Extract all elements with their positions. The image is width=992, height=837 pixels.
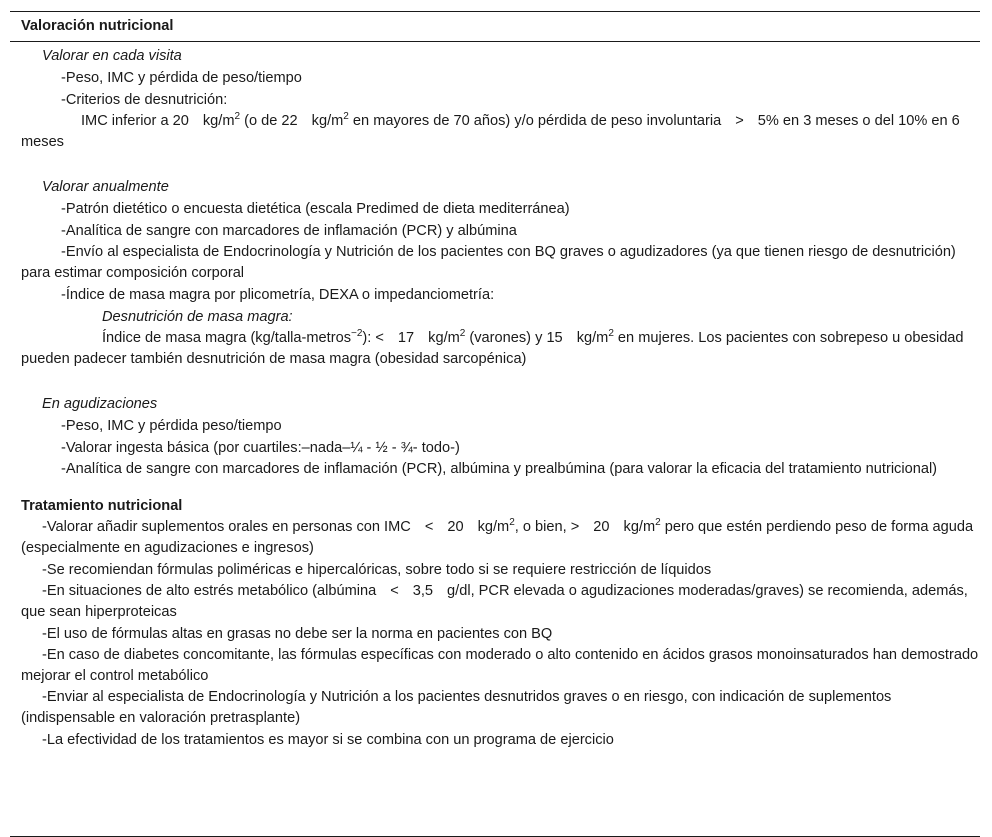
list-item: -El uso de fórmulas altas en grasas no debe ser la norma en pacientes con BQ xyxy=(42,626,553,642)
list-item: -Enviar al especialista de Endocrinología y Nutrición a los pacientes desnutridos graves o en riesgo, con indicación de suplementos (indispensable en valoración pretrasplante) xyxy=(21,689,892,726)
section-heading-anual: Valorar anualmente xyxy=(42,179,169,195)
table-header xyxy=(10,11,980,42)
list-item: -Criterios de desnutrición: xyxy=(61,92,228,108)
sub-heading: Desnutrición de masa magra: xyxy=(102,309,293,325)
section-heading-trat: Tratamiento nutricional xyxy=(21,498,183,514)
list-item: -Peso, IMC y pérdida peso/tiempo xyxy=(61,418,282,434)
list-item: -En caso de diabetes concomitante, las fórmulas específicas con moderado o alto contenido en ácidos grasos monoinsaturados han demostrado mejorar el control metabólico xyxy=(21,647,979,684)
table-body xyxy=(10,42,980,837)
section-heading-visita: Valorar en cada visita xyxy=(42,48,182,64)
list-item: -Valorar ingesta básica (por cuartiles:–nada–¼ - ½ - ¾- todo-) xyxy=(61,440,460,456)
list-item: -Valorar añadir suplementos orales en personas con IMC < 20 $kg/m^2$, o bien, > 20 $kg/m^2$ pero que estén perdiendo peso de forma aguda (especialmente en agudizaciones e ingresos) xyxy=(21,517,974,556)
list-item: -Analítica de sangre con marcadores de inflamación (PCR), albúmina y prealbúmina (para valorar la eficacia del tratamiento nutricional) xyxy=(61,461,938,477)
lean-mass-index-text: Índice de masa magra (kg/talla-metros$^{-2}$): < 17 $kg/m^2$ (varones) y 15 $kg/m^2$ en mujeres. Los pacientes con sobrepeso u obesidad pueden padecer también desnutrición de masa magra (obesidad sarcopénica) xyxy=(21,328,964,367)
criteria-text: IMC inferior a 20 $kg/m^2$ (o de 22 $kg/m^2$ en mayores de 70 años) y/o pérdida de peso involuntaria > 5% en 3 meses o del 10% en 6 meses xyxy=(21,111,960,150)
list-item: -La efectividad de los tratamientos es mayor si se combina con un programa de ejercicio xyxy=(42,732,614,748)
nutrition-table xyxy=(10,11,980,837)
section-heading-agud: En agudizaciones xyxy=(42,396,158,412)
header-title: Valoración nutricional xyxy=(21,18,174,34)
list-item: -En situaciones de alto estrés metabólico (albúmina < 3,5 g/dl, PCR elevada o agudizaciones moderadas/graves) se recomienda, además, que sean hiperproteicas xyxy=(21,583,968,620)
list-item: -Índice de masa magra por plicometría, DEXA o impedanciometría: xyxy=(61,287,495,303)
list-item: -Analítica de sangre con marcadores de inflamación (PCR) y albúmina xyxy=(61,223,517,239)
list-item: -Patrón dietético o encuesta dietética (escala Predimed de dieta mediterránea) xyxy=(61,201,570,217)
list-item: -Envío al especialista de Endocrinología y Nutrición de los pacientes con BQ graves o agudizadores (ya que tienen riesgo de desnutrición) para estimar composición corporal xyxy=(21,244,956,281)
list-item: -Se recomiendan fórmulas poliméricas e hipercalóricas, sobre todo si se requiere restricción de líquidos xyxy=(42,562,712,578)
list-item: -Peso, IMC y pérdida de peso/tiempo xyxy=(61,70,302,86)
